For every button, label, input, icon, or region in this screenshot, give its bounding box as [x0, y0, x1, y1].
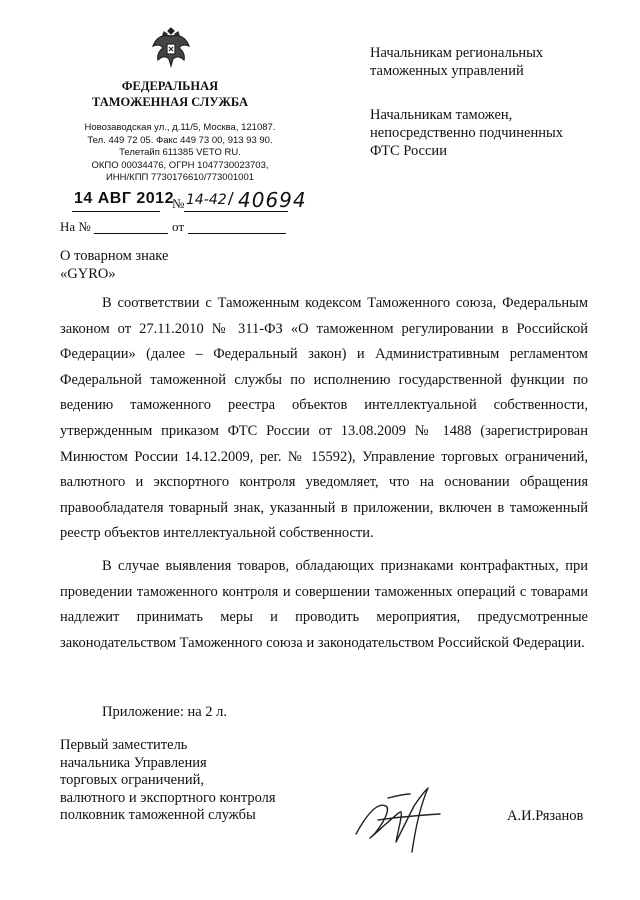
recipient-line: Начальникам региональных [370, 45, 544, 61]
recipient-block-2 [370, 106, 563, 160]
signatory-name: А.И.Рязанов [507, 808, 584, 824]
registration-date: 14 АВГ 2012 [74, 190, 174, 207]
registration-number-value: 40694 [238, 188, 307, 212]
separator-slash: / [228, 188, 234, 210]
handwritten-signature [348, 772, 448, 867]
position-line: полковник таможенной службы [60, 807, 256, 823]
subject-line-1: О товарном знаке [60, 248, 169, 264]
sender-address [60, 122, 300, 185]
position-line: начальника Управления [60, 754, 207, 771]
position-line: торговых ограничений, [60, 772, 204, 788]
subject-line-2: «GYRO» [60, 266, 116, 282]
reference-from-label: от [172, 219, 185, 234]
org-line-1: ФЕДЕРАЛЬНАЯ [121, 79, 219, 93]
signatory-position [60, 737, 276, 825]
registration-number-prefix: 14-42 [186, 192, 227, 208]
recipient-line: Начальникам таможен, [370, 107, 513, 123]
appendix-note: Приложение: на 2 л. [102, 704, 228, 720]
body-paragraph-2 [60, 554, 588, 656]
body-paragraph-1 [60, 291, 588, 547]
letter-subject [60, 247, 168, 283]
sender-org-name [60, 78, 280, 110]
coat-of-arms-icon [150, 24, 192, 70]
paragraph-text: В случае выявления товаров, обладающих признаками контрафактных, при проведении таможенного контроля и совершении таможенных операций с товарами надлежит принимать меры и проводить мероприятия, предусмотренные законодательством Таможенного союза и законодательством Российской Федерации. [60, 558, 588, 651]
address-line: Новозаводская ул., д.11/5, Москва, 121087. [84, 122, 276, 133]
position-line: Первый заместитель [60, 737, 188, 753]
recipient-line: таможенных управлений [370, 63, 524, 79]
position-line: валютного и экспортного контроля [60, 789, 276, 806]
org-line-2: ТАМОЖЕННАЯ СЛУЖБА [92, 95, 248, 109]
registration-number-label: № [172, 196, 185, 211]
recipient-line: ФТС России [370, 143, 447, 159]
recipient-line: непосредственно подчиненных [370, 125, 563, 141]
reference-date-underline [188, 233, 286, 234]
recipient-block-1 [370, 44, 543, 80]
address-line: Тел. 449 72 05. Факс 449 73 00, 913 93 90. [87, 134, 273, 146]
number-underline [184, 211, 288, 212]
reference-label: На № [60, 219, 91, 234]
address-line: Телетайп 611385 VETO RU. [119, 147, 241, 158]
address-line: ИНН/КПП 7730176610/773001001 [105, 172, 255, 183]
paragraph-text: В соответствии с Таможенным кодексом Таможенного союза, Федеральным законом от 27.11.2010 № 311-ФЗ «О таможенном регулировании в Российской Федерации» (далее – Федеральный закон) и Административным регламентом Федеральной таможенной службы по исполнению государственной функции по ведению таможенного реестра объектов интеллектуальной собственности, утвержденным приказом ФТС России от 13.08.2009 № 1488 (зарегистрирован Минюстом России 14.12.2009, рег. № 15592), Управление торговых ограничений, валютного и экспортного контроля уведомляет, что на основании обращения правообладателя товарный знак, указанный в приложении, включен в таможенный реестр объектов интеллектуальной собственности. [60, 295, 588, 542]
reference-underline [94, 233, 168, 234]
address-line: ОКПО 00034476, ОГРН 1047730023703, [91, 159, 269, 171]
date-underline [72, 211, 160, 212]
